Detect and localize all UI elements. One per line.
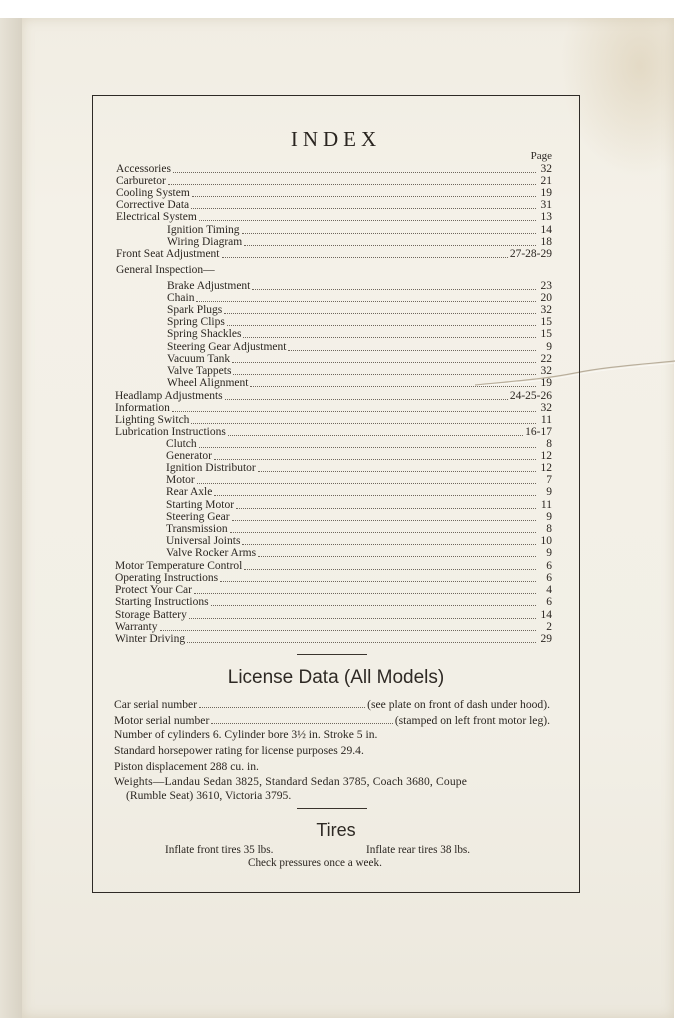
- leader-dots: [199, 446, 536, 448]
- index-section-heading: General Inspection—: [116, 264, 215, 276]
- index-entry-page: 24-25-26: [509, 390, 552, 402]
- index-entry-label: Valve Rocker Arms: [166, 547, 257, 559]
- leader-dots: [173, 171, 536, 173]
- index-entry-label: Electrical System: [116, 211, 197, 223]
- motor-serial-note: (stamped on left front motor leg).: [394, 714, 550, 727]
- index-entry: [166, 535, 552, 547]
- index-entry-page: 6: [546, 596, 552, 608]
- leader-dots: [225, 398, 508, 400]
- index-entry-page: 32: [540, 365, 552, 377]
- index-entry: [116, 199, 552, 211]
- car-serial-line: [114, 697, 550, 711]
- index-entry: [115, 572, 552, 584]
- index-entry-page: 16-17: [525, 426, 552, 438]
- leader-dots: [199, 219, 536, 221]
- leader-dots: [196, 300, 536, 302]
- index-entry-label: Front Seat Adjustment: [116, 248, 220, 260]
- index-entry: [167, 292, 552, 304]
- index-entry: [167, 224, 552, 236]
- weights-line-1: Weights—Landau Sedan 3825, Standard Sedan 3785, Coach 3680, Coupe: [114, 775, 468, 788]
- index-entry-label: Spring Clips: [167, 316, 225, 328]
- leader-dots: [236, 507, 536, 509]
- index-entry-page: 31: [540, 199, 552, 211]
- index-entry: [166, 486, 552, 498]
- index-entry-page: 22: [540, 353, 552, 365]
- index-entry-page: 6: [546, 572, 552, 584]
- index-entry: [166, 474, 552, 486]
- leader-dots: [288, 349, 536, 351]
- index-entry-label: Universal Joints: [166, 535, 241, 547]
- index-entry-label: Steering Gear Adjustment: [167, 341, 287, 353]
- index-entry: [167, 236, 552, 248]
- index-entry-page: 19: [540, 187, 552, 199]
- index-entry-page: 12: [540, 462, 552, 474]
- index-entry-page: 32: [540, 402, 552, 414]
- index-entry: [116, 248, 552, 260]
- cylinders-line: Number of cylinders 6. Cylinder bore 3½ in. Stroke 5 in.: [114, 728, 378, 741]
- page-fold: [0, 18, 22, 1018]
- index-entry-page: 8: [546, 438, 552, 450]
- index-entry-page: 9: [546, 341, 552, 353]
- index-entry: [167, 365, 552, 377]
- index-entry-label: Spark Plugs: [167, 304, 223, 316]
- car-serial-note: (see plate on front of dash under hood).: [367, 698, 550, 711]
- index-entry-page: 9: [546, 547, 552, 559]
- index-entry: [167, 341, 552, 353]
- index-entry: [116, 211, 552, 223]
- index-entry: [115, 426, 552, 438]
- index-entry-label: Motor Temperature Control: [115, 560, 243, 572]
- index-entry-page: 4: [546, 584, 552, 596]
- tires-title: Tires: [316, 820, 356, 840]
- horsepower-line: Standard horsepower rating for license purposes 29.4.: [114, 744, 364, 757]
- index-entry-page: 9: [546, 511, 552, 523]
- index-entry-label: Corrective Data: [116, 199, 190, 211]
- leader-dots: [232, 519, 536, 521]
- index-entry-label: Starting Instructions: [115, 596, 209, 608]
- leader-dots: [192, 195, 536, 197]
- front-tire-pressure: Inflate front tires 35 lbs.: [165, 844, 274, 856]
- index-entry: [167, 316, 552, 328]
- index-entry: [167, 353, 552, 365]
- index-entry-label: Steering Gear: [166, 511, 230, 523]
- leader-dots: [211, 604, 536, 606]
- index-entry-page: 7: [546, 474, 552, 486]
- index-entry-page: 14: [540, 224, 552, 236]
- index-entry: [115, 621, 552, 633]
- leader-dots: [222, 256, 508, 258]
- car-serial-label: Car serial number: [114, 698, 198, 711]
- index-entry-label: Lighting Switch: [115, 414, 190, 426]
- index-entry: [115, 584, 552, 596]
- leader-dots: [250, 385, 536, 387]
- index-entry-page: 9: [546, 486, 552, 498]
- index-entry-label: Motor: [166, 474, 195, 486]
- index-entry: [115, 390, 552, 402]
- index-entry-label: Information: [115, 402, 170, 414]
- motor-serial-line: [114, 713, 550, 727]
- index-entry: [166, 499, 552, 511]
- index-entry-label: Wheel Alignment: [167, 377, 249, 389]
- leader-dots: [228, 434, 523, 436]
- index-entry: [167, 377, 552, 389]
- index-entry-page: 8: [546, 523, 552, 535]
- page-column-header: Page: [530, 150, 552, 162]
- leader-dots: [244, 568, 536, 570]
- divider-rule: [297, 808, 367, 809]
- check-pressure-note: Check pressures once a week.: [248, 857, 382, 869]
- leader-dots: [224, 312, 536, 314]
- index-entry-label: Cooling System: [116, 187, 190, 199]
- leader-dots: [258, 470, 536, 472]
- index-entry-label: Carburetor: [116, 175, 166, 187]
- leader-dots: [243, 336, 536, 338]
- leader-dots: [258, 555, 536, 557]
- leader-dots: [187, 641, 536, 643]
- leader-dots: [211, 722, 393, 724]
- index-entry-page: 21: [540, 175, 552, 187]
- index-entry: [166, 547, 552, 559]
- index-entry-page: 2: [546, 621, 552, 633]
- index-entry: [167, 280, 552, 292]
- leader-dots: [214, 494, 536, 496]
- index-entry-label: Starting Motor: [166, 499, 235, 511]
- rear-tire-pressure: Inflate rear tires 38 lbs.: [366, 844, 471, 856]
- index-entry-label: Headlamp Adjustments: [115, 390, 223, 402]
- index-entry-label: Lubrication Instructions: [115, 426, 226, 438]
- index-entry-page: 10: [540, 535, 552, 547]
- leader-dots: [168, 183, 536, 185]
- index-entry: [166, 462, 552, 474]
- leader-dots: [189, 617, 536, 619]
- index-entry-label: Brake Adjustment: [167, 280, 251, 292]
- index-entry-label: Accessories: [116, 163, 171, 175]
- index-entry-page: 6: [546, 560, 552, 572]
- index-entry-page: 15: [540, 328, 552, 340]
- index-entry: [115, 402, 552, 414]
- index-entry-label: Clutch: [166, 438, 197, 450]
- index-entry: [115, 414, 552, 426]
- leader-dots: [191, 422, 536, 424]
- index-entry: [166, 511, 552, 523]
- leader-dots: [242, 543, 536, 545]
- weights-line-2: (Rumble Seat) 3610, Victoria 3795.: [126, 789, 292, 802]
- leader-dots: [244, 244, 536, 246]
- leader-dots: [197, 482, 536, 484]
- leader-dots: [230, 531, 536, 533]
- leader-dots: [232, 361, 536, 363]
- leader-dots: [214, 458, 536, 460]
- index-entry-page: 32: [540, 163, 552, 175]
- index-entry: [166, 438, 552, 450]
- index-entry-label: Generator: [166, 450, 212, 462]
- index-entry-label: Winter Driving: [115, 633, 186, 645]
- leader-dots: [252, 288, 536, 290]
- index-entry: [167, 328, 552, 340]
- index-entry-page: 14: [540, 609, 552, 621]
- index-entry: [115, 560, 552, 572]
- divider-rule: [297, 654, 367, 655]
- index-entry-page: 29: [540, 633, 552, 645]
- index-entry-page: 27-28-29: [509, 248, 552, 260]
- index-entry-label: Storage Battery: [115, 609, 187, 621]
- leader-dots: [227, 324, 536, 326]
- index-entry-page: 20: [540, 292, 552, 304]
- leader-dots: [194, 592, 536, 594]
- index-entry: [166, 523, 552, 535]
- index-entry-label: Rear Axle: [166, 486, 213, 498]
- leader-dots: [233, 373, 536, 375]
- index-entry-label: Protect Your Car: [115, 584, 192, 596]
- index-entry-page: 19: [540, 377, 552, 389]
- leader-dots: [160, 629, 537, 631]
- index-entry-page: 11: [540, 414, 552, 426]
- index-entry-page: 13: [540, 211, 552, 223]
- leader-dots: [199, 706, 365, 708]
- index-entry-label: Transmission: [166, 523, 228, 535]
- index-entry: [166, 450, 552, 462]
- index-entry: [116, 175, 552, 187]
- displacement-line: Piston displacement 288 cu. in.: [114, 760, 259, 773]
- index-entry-label: Ignition Timing: [167, 224, 240, 236]
- license-title: License Data (All Models): [227, 667, 445, 688]
- index-entry: [116, 187, 552, 199]
- index-entry-page: 12: [540, 450, 552, 462]
- index-entry-label: Spring Shackles: [167, 328, 242, 340]
- index-entry-page: 11: [540, 499, 552, 511]
- index-entry-page: 23: [540, 280, 552, 292]
- index-entry-page: 18: [540, 236, 552, 248]
- index-entry: [115, 596, 552, 608]
- leader-dots: [242, 232, 536, 234]
- motor-serial-label: Motor serial number: [114, 714, 210, 727]
- index-entry: [167, 304, 552, 316]
- index-entry-label: Vacuum Tank: [167, 353, 231, 365]
- index-entry-label: Warranty: [115, 621, 158, 633]
- index-entry-page: 15: [540, 316, 552, 328]
- leader-dots: [220, 580, 536, 582]
- index-entry-label: Chain: [167, 292, 195, 304]
- index-title: INDEX: [290, 127, 382, 151]
- index-entry-label: Wiring Diagram: [167, 236, 243, 248]
- index-entry-page: 32: [540, 304, 552, 316]
- leader-dots: [172, 410, 536, 412]
- index-entry: [115, 633, 552, 645]
- index-entry-label: Operating Instructions: [115, 572, 219, 584]
- index-entry-label: Valve Tappets: [167, 365, 232, 377]
- index-entry-label: Ignition Distributor: [166, 462, 256, 474]
- index-entry: [116, 163, 552, 175]
- index-entry: [115, 609, 552, 621]
- leader-dots: [191, 207, 536, 209]
